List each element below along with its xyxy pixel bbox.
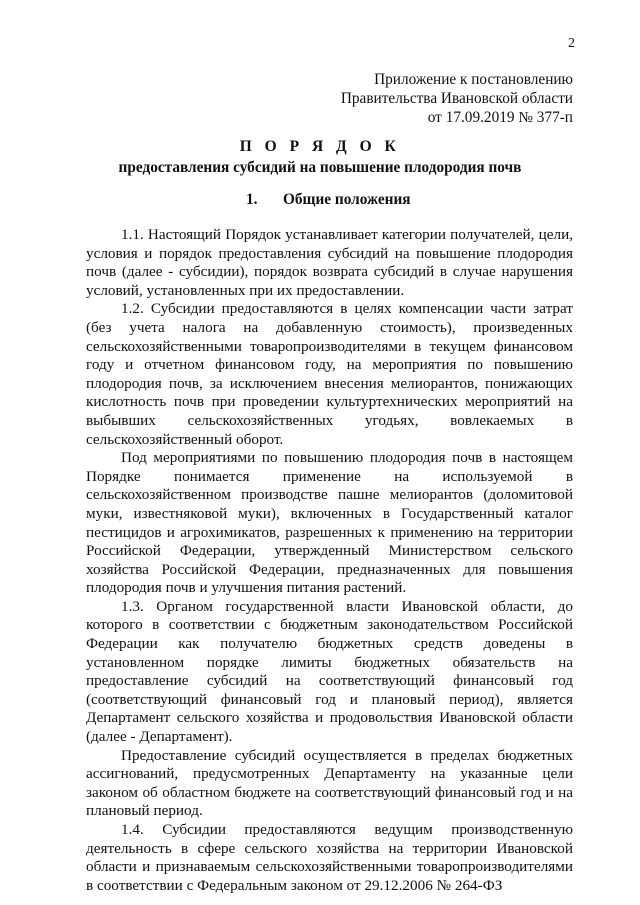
document-title: П О Р Я Д О К [239,138,401,155]
paragraph: 1.2. Субсидии предоставляются в целях компенсации части затрат (без учета налога на добавленную стоимость), произведенных сельскохозяйственными товаропроизводителями в текущем финансовом году и отчетном финансовом году, на мероприятия по повышению плодородия почв, за исключением внесения мелиорантов, понижающих кислотность почв при проведении культуртехнических мероприятий на выбывших сельскохозяйственных угодьях, вовлекаемых в сельскохозяйственный оборот. [86,300,573,448]
appendix-block [0,70,573,127]
section-number: 1. [246,191,258,208]
paragraph: Под мероприятиями по повышению плодородия почв в настоящем Порядке понимается применение на используемой в сельскохозяйственном производстве пашне мелиорантов (доломитовой муки, известняковой муки), включенных в Государственный каталог пестицидов и агрохимикатов, разрешенных к применению на территории Российской Федерации, утвержденный Министерством сельского хозяйства Российской Федерации, предназначенных для повышения плодородия почв и улучшения питания растений. [86,449,573,597]
paragraph: 1.1. Настоящий Порядок устанавливает категории получателей, цели, условия и порядок предоставления субсидий на повышение плодородия почв (далее - субсидии), порядок возврата субсидий в случае нарушения условий, установленных при их предоставлении. [86,226,573,299]
document-body [86,226,573,895]
page-number: 2 [568,36,575,51]
appendix-line-2: Правительства Ивановской области [340,90,573,107]
document-subtitle: предоставления субсидий на повышение плодородия почв [118,159,522,176]
paragraph: Предоставление субсидий осуществляется в пределах бюджетных ассигнований, предусмотренных Департаменту на указанные цели законом об областном бюджете на соответствующий финансовый год и на плановый период. [86,746,573,820]
appendix-line-3: от 17.09.2019 № 377-п [427,109,573,126]
paragraph: 1.3. Органом государственной власти Ивановской области, до которого в соответствии с бюджетным законодательством Российской Федерации как получателю бюджетных средств доведены в установленном порядке лимиты бюджетных обязательств на предоставление субсидий на соответствующий финансовый год (соответствующий финансовый год и плановый период), является Департамент сельского хозяйства и продовольствия Ивановской области (далее - Департамент). [86,597,573,746]
paragraph: 1.4. Субсидии предоставляются ведущим производственную деятельность в сфере сельского хозяйства на территории Ивановской области и признаваемым сельскохозяйственными товаропроизводителями в соответствии с Федеральным законом от 29.12.2006 № 264-ФЗ [86,821,573,894]
section-title: Общие положения [283,191,411,208]
appendix-line-1: Приложение к постановлению [374,71,573,88]
